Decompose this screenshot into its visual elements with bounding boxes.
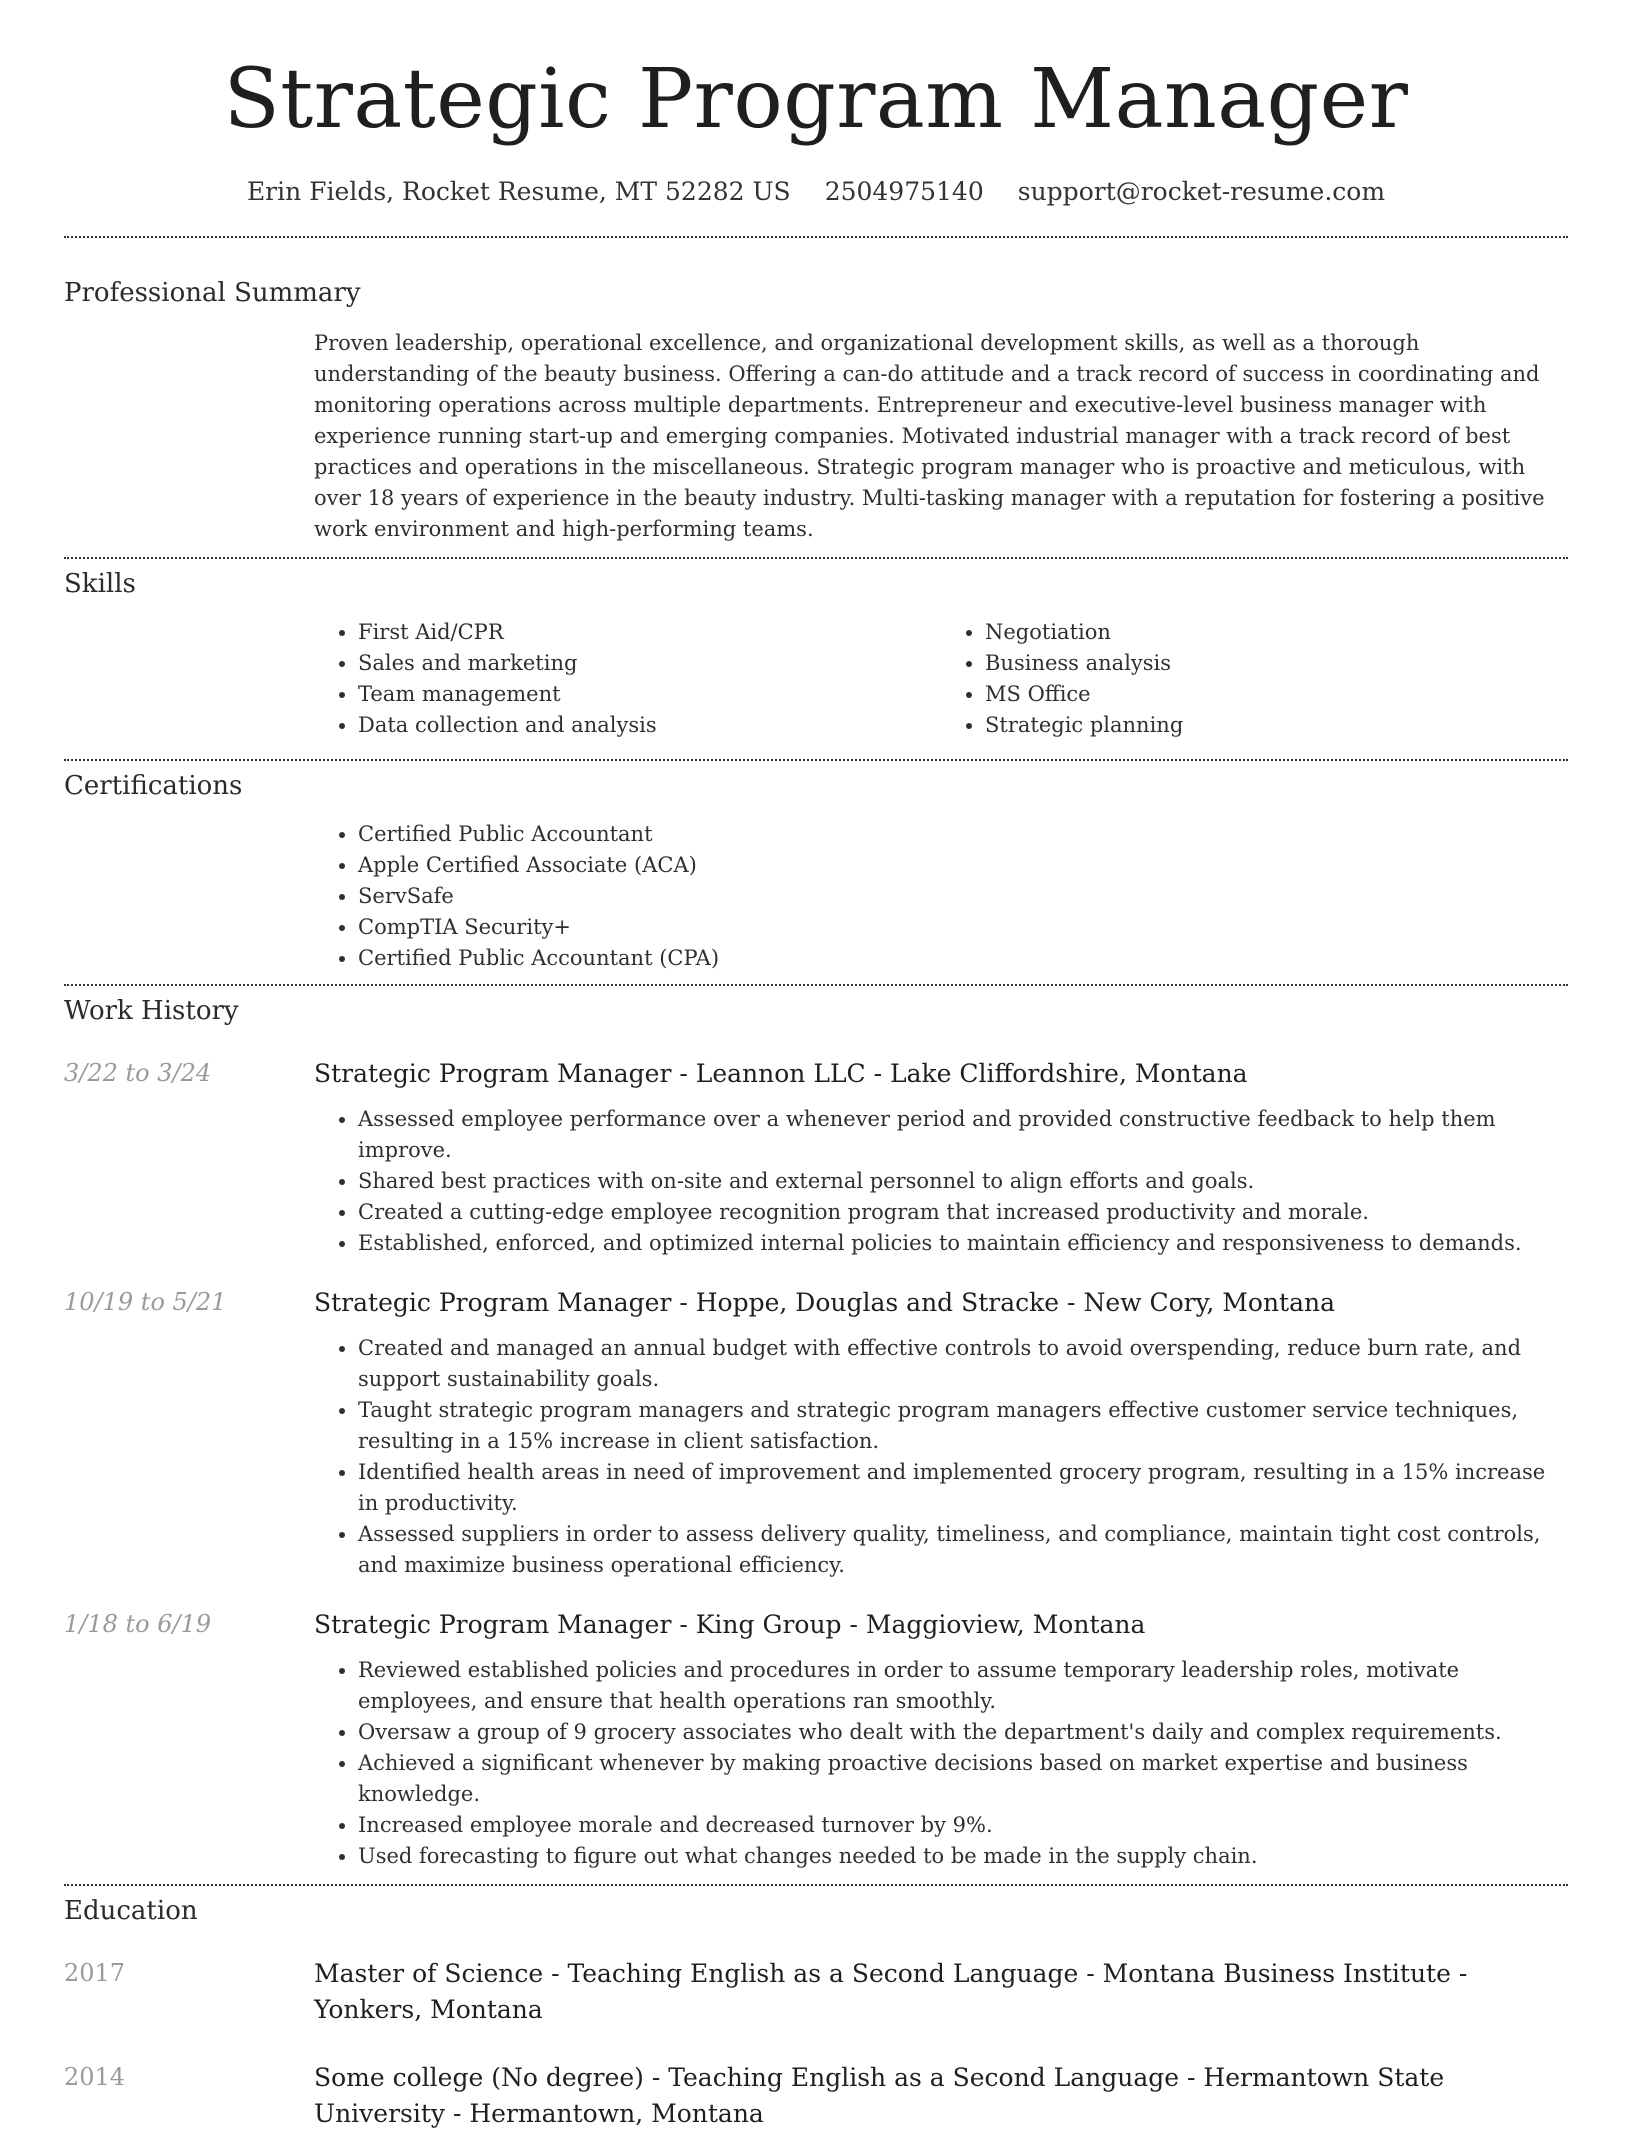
job-bullet: • Shared best practices with on-site and external personnel to align efforts and goals. (358, 1166, 1568, 1197)
certification-item: • Certified Public Accountant (CPA) (358, 943, 1568, 974)
job-header (64, 1607, 1568, 1643)
education-title: Master of Science - Teaching English as a Second Language - Montana Business Institute - Yonkers, Montana (314, 1959, 1468, 2024)
job-details (314, 1655, 1568, 1872)
divider (64, 236, 1568, 238)
section-heading-skills: Skills (64, 569, 136, 599)
certifications-block (314, 819, 1568, 974)
resume-title: Strategic Program Manager (223, 52, 1409, 147)
job-bullets (314, 1655, 1568, 1872)
skill-item: • Sales and marketing (358, 648, 941, 679)
work-history-list (64, 1056, 1568, 1872)
job-title: Strategic Program Manager - King Group - Maggioview, Montana (314, 1610, 1146, 1639)
skill-item: • Data collection and analysis (358, 710, 941, 741)
section-heading-education: Education (64, 1896, 198, 1926)
job-entry (64, 1056, 1568, 1259)
job-bullet: • Oversaw a group of 9 grocery associates who dealt with the department's daily and complex requirements. (358, 1717, 1568, 1748)
skills-list-left (314, 617, 941, 741)
job-title: Strategic Program Manager - Leannon LLC - Lake Cliffordshire, Montana (314, 1059, 1248, 1088)
education-list (64, 1956, 1568, 2132)
contact-line (64, 174, 1568, 210)
job-bullet: • Assessed employee performance over a whenever period and provided constructive feedback to help them improve. (358, 1104, 1568, 1166)
skill-item: • Negotiation (985, 617, 1568, 648)
contact-address: Erin Fields, Rocket Resume, MT 52282 US (246, 177, 791, 206)
certification-item: • ServSafe (358, 881, 1568, 912)
skill-item: • Business analysis (985, 648, 1568, 679)
certification-item: • CompTIA Security+ (358, 912, 1568, 943)
job-bullet: • Created a cutting-edge employee recognition program that increased productivity and morale. (358, 1197, 1568, 1228)
certifications-list (314, 819, 1568, 974)
education-year: 2017 (64, 1959, 126, 1987)
contact-phone: 2504975140 (824, 177, 984, 206)
job-bullet: • Increased employee morale and decreased turnover by 9%. (358, 1810, 1568, 1841)
divider (64, 759, 1568, 761)
section-heading-certifications: Certifications (64, 771, 243, 801)
divider (64, 1884, 1568, 1886)
education-title: Some college (No degree) - Teaching English as a Second Language - Hermantown State University - Hermantown, Montana (314, 2063, 1445, 2128)
skills-list-right (941, 617, 1568, 741)
job-bullet: • Assessed suppliers in order to assess delivery quality, timeliness, and compliance, maintain tight cost controls, and maximize business operational efficiency. (358, 1519, 1568, 1581)
job-bullet: • Identified health areas in need of improvement and implemented grocery program, resulting in a 15% increase in productivity. (358, 1457, 1568, 1519)
divider (64, 557, 1568, 559)
job-bullet: • Created and managed an annual budget with effective controls to avoid overspending, reduce burn rate, and support sustainability goals. (358, 1333, 1568, 1395)
skills-grid (314, 617, 1568, 741)
skill-item: • Strategic planning (985, 710, 1568, 741)
job-entry (64, 1285, 1568, 1581)
contact-email: support@rocket-resume.com (1017, 177, 1386, 206)
job-bullets (314, 1104, 1568, 1259)
job-entry (64, 1607, 1568, 1872)
job-bullets (314, 1333, 1568, 1581)
skill-item: • First Aid/CPR (358, 617, 941, 648)
job-bullet: • Established, enforced, and optimized internal policies to maintain efficiency and responsiveness to demands. (358, 1228, 1568, 1259)
education-year: 2014 (64, 2063, 126, 2091)
job-dates: 10/19 to 5/21 (64, 1288, 227, 1316)
skill-item: • MS Office (985, 679, 1568, 710)
job-details (314, 1104, 1568, 1259)
skill-item: • Team management (358, 679, 941, 710)
education-entry (64, 1956, 1568, 2028)
job-details (314, 1333, 1568, 1581)
section-heading-work: Work History (64, 996, 239, 1026)
certification-item: • Certified Public Accountant (358, 819, 1568, 850)
job-dates: 3/22 to 3/24 (64, 1059, 212, 1087)
job-dates: 1/18 to 6/19 (64, 1610, 212, 1638)
section-heading-summary: Professional Summary (64, 278, 361, 308)
job-bullet: • Used forecasting to figure out what changes needed to be made in the supply chain. (358, 1841, 1568, 1872)
job-title: Strategic Program Manager - Hoppe, Douglas and Stracke - New Cory, Montana (314, 1288, 1335, 1317)
divider (64, 984, 1568, 986)
job-bullet: • Achieved a significant whenever by making proactive decisions based on market expertise and business knowledge. (358, 1748, 1568, 1810)
certification-item: • Apple Certified Associate (ACA) (358, 850, 1568, 881)
job-header (64, 1285, 1568, 1321)
job-header (64, 1056, 1568, 1092)
summary-text: Proven leadership, operational excellence, and organizational development skills, as well as a thorough understanding of the beauty business. Offering a can-do attitude and a track record of success in coordinating and monitoring operations across multiple departments. Entrepreneur and executive-level business manager with experience running start-up and emerging companies. Motivated industrial manager with a track record of best practices and operations in the miscellaneous. Strategic program manager who is proactive and meticulous, with over 18 years of experience in the beauty industry. Multi-tasking manager with a reputation for fostering a positive work environment and high-performing teams. (314, 331, 1545, 541)
job-bullet: • Reviewed established policies and procedures in order to assume temporary leadership roles, motivate employees, and ensure that health operations ran smoothly. (358, 1655, 1568, 1717)
education-entry (64, 2060, 1568, 2132)
job-bullet: • Taught strategic program managers and strategic program managers effective customer service techniques, resulting in a 15% increase in client satisfaction. (358, 1395, 1568, 1457)
